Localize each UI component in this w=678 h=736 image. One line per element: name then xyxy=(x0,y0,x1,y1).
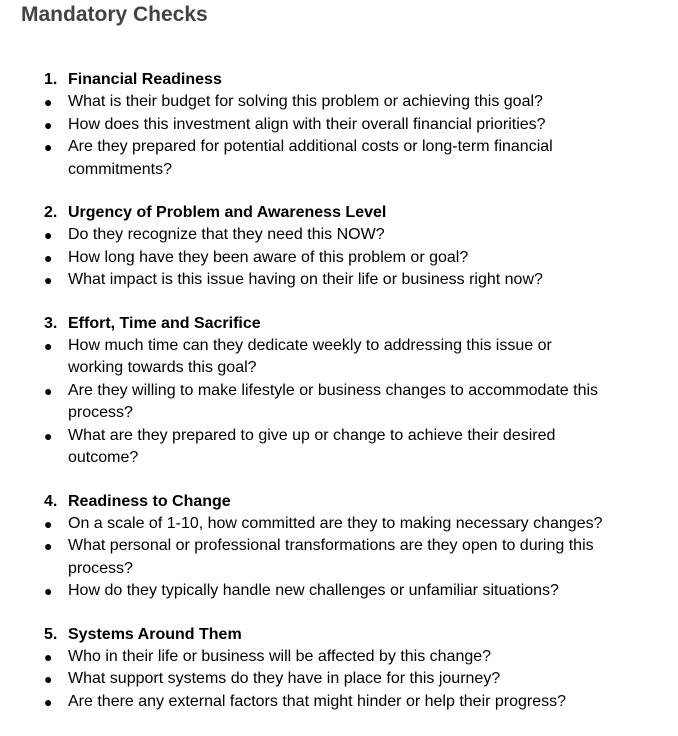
question-text: Who in their life or business will be affected by this change? xyxy=(68,647,492,665)
list-item xyxy=(0,646,608,669)
question-text: Are they willing to make lifestyle or business changes to accommodate this process? xyxy=(68,381,599,421)
question-text: What personal or professional transformations are they open to during this process? xyxy=(68,537,594,577)
list-item xyxy=(0,380,608,425)
bullet-icon: ● xyxy=(44,538,53,554)
question-list xyxy=(0,224,678,292)
section-title: Urgency of Problem and Awareness Level xyxy=(68,204,387,221)
question-text: Are they prepared for potential additional costs or long-term financial commitments? xyxy=(68,138,553,178)
question-text: How long have they been aware of this problem or goal? xyxy=(68,248,469,266)
question-list xyxy=(0,646,678,714)
page-title: Mandatory Checks xyxy=(21,3,208,26)
section-number: 5. xyxy=(44,625,58,643)
question-text: How does this investment align with their overall financial priorities? xyxy=(68,115,546,133)
bullet-icon: ● xyxy=(44,116,53,133)
section-number: 4. xyxy=(44,492,58,510)
section-systems-around-them xyxy=(0,624,678,714)
list-item xyxy=(0,580,608,603)
list-item xyxy=(0,425,608,470)
section-heading xyxy=(0,202,678,224)
section-title: Financial Readiness xyxy=(68,71,222,88)
bullet-icon: ● xyxy=(44,139,53,155)
list-item xyxy=(0,335,608,380)
question-text: What are they prepared to give up or change to achieve their desired outcome? xyxy=(68,426,556,466)
section-heading xyxy=(0,313,678,335)
list-item xyxy=(0,668,608,691)
bullet-icon: ● xyxy=(44,249,53,266)
bullet-icon: ● xyxy=(44,382,53,399)
section-title: Systems Around Them xyxy=(68,625,242,643)
bullet-icon: ● xyxy=(44,583,53,599)
section-heading xyxy=(0,69,678,91)
question-text: What support systems do they have in place for this journey? xyxy=(68,670,501,687)
section-effort-time-sacrifice xyxy=(0,313,678,470)
question-text: How much time can they dedicate weekly to addressing this issue or working towards this goal? xyxy=(68,336,552,376)
section-number: 3. xyxy=(44,314,58,332)
question-text: Do they recognize that they need this NOW? xyxy=(68,226,385,243)
question-list xyxy=(0,513,678,603)
list-item xyxy=(0,535,608,580)
bullet-icon: ● xyxy=(44,337,53,354)
bullet-icon: ● xyxy=(44,427,53,444)
section-number: 2. xyxy=(44,204,58,221)
list-item xyxy=(0,247,608,270)
list-item xyxy=(0,513,608,536)
question-text: How do they typically handle new challenges or unfamiliar situations? xyxy=(68,582,559,599)
question-text: On a scale of 1-10, how committed are they to making necessary changes? xyxy=(68,514,603,532)
section-title: Effort, Time and Sacrifice xyxy=(68,314,261,332)
list-item xyxy=(0,224,608,247)
section-urgency xyxy=(0,202,678,292)
list-item xyxy=(0,691,608,714)
question-text: What impact is this issue having on their life or business right now? xyxy=(68,271,543,288)
section-financial-readiness xyxy=(0,69,678,181)
question-list xyxy=(0,91,678,181)
question-text: What is their budget for solving this problem or achieving this goal? xyxy=(68,93,543,110)
section-heading xyxy=(0,624,678,646)
section-title: Readiness to Change xyxy=(68,492,231,510)
list-item xyxy=(0,114,608,137)
list-item xyxy=(0,91,608,114)
list-item xyxy=(0,136,608,181)
bullet-icon: ● xyxy=(44,94,53,110)
bullet-icon: ● xyxy=(44,272,53,288)
checks-list xyxy=(0,69,678,734)
bullet-icon: ● xyxy=(44,693,53,710)
list-item xyxy=(0,269,608,292)
bullet-icon: ● xyxy=(44,671,53,687)
section-readiness-to-change xyxy=(0,491,678,603)
question-text: Are there any external factors that might hinder or help their progress? xyxy=(68,692,567,710)
bullet-icon: ● xyxy=(44,227,53,243)
bullet-icon: ● xyxy=(44,515,53,532)
section-number: 1. xyxy=(44,71,58,88)
question-list xyxy=(0,335,678,470)
section-heading xyxy=(0,491,678,513)
bullet-icon: ● xyxy=(44,648,53,665)
